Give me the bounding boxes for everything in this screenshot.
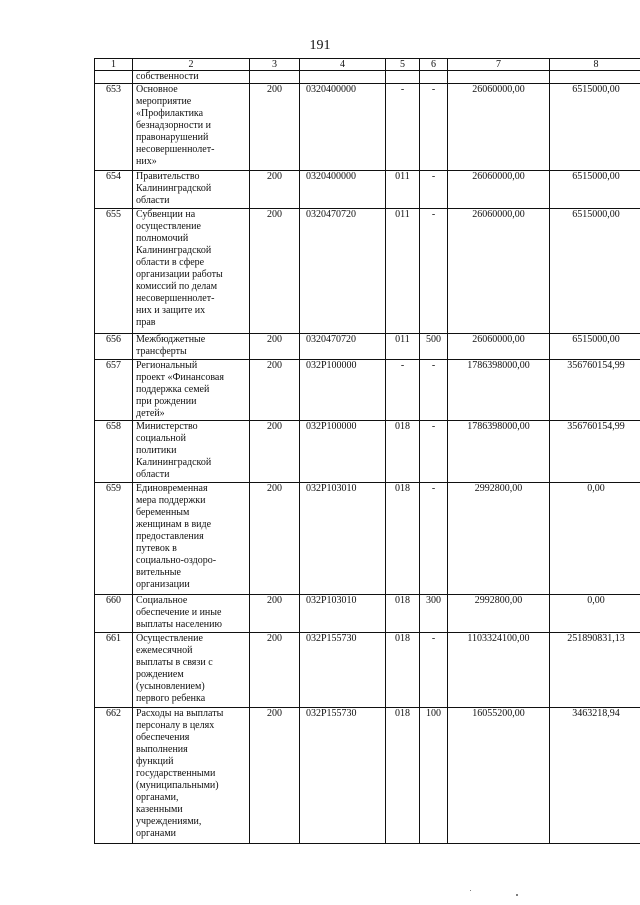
row-name-line: социально-оздоро- bbox=[136, 555, 217, 566]
row-name-line: учреждениями, bbox=[136, 816, 202, 827]
cell-amount-executed: 356760154,99 bbox=[550, 421, 640, 483]
cell-target-code: 032P100000 bbox=[300, 421, 386, 483]
cell-amount-executed: 6515000,00 bbox=[550, 171, 640, 209]
row-name-line: при рождении bbox=[136, 396, 197, 407]
cell-amount-executed: 251890831,13 bbox=[550, 633, 640, 708]
cell-target-code: 0320470720 bbox=[300, 209, 386, 334]
row-name bbox=[133, 71, 250, 84]
cell-expense-type: 100 bbox=[420, 708, 448, 844]
row-number: 654 bbox=[95, 171, 133, 209]
row-name-line: социальной bbox=[136, 433, 186, 444]
row-name-line: области в сфере bbox=[136, 257, 205, 268]
row-name-line: них и защите их bbox=[136, 305, 206, 316]
row-name-line: государственными bbox=[136, 768, 216, 779]
cell-amount-executed: 356760154,99 bbox=[550, 360, 640, 421]
row-name-line: осуществление bbox=[136, 221, 201, 232]
cell-amount-planned: 26060000,00 bbox=[448, 209, 550, 334]
cell-expense-type: - bbox=[420, 171, 448, 209]
table-row bbox=[95, 84, 640, 171]
row-name-line: ежемесячной bbox=[136, 645, 193, 656]
row-name-line: них» bbox=[136, 156, 157, 167]
column-number-header-row bbox=[95, 59, 640, 71]
cell-section-code: 200 bbox=[250, 421, 300, 483]
row-name bbox=[133, 421, 250, 483]
row-name-line: трансферты bbox=[136, 346, 187, 357]
row-name-line: выплаты в связи с bbox=[136, 657, 213, 668]
cell-amount-executed: 6515000,00 bbox=[550, 334, 640, 360]
cell-section-code: 200 bbox=[250, 360, 300, 421]
row-name-line: (усыновлением) bbox=[136, 681, 205, 692]
row-name-line: обеспечения bbox=[136, 732, 190, 743]
table-row bbox=[95, 71, 640, 84]
cell-target-code: 0320400000 bbox=[300, 171, 386, 209]
row-name-line: проект «Финансовая bbox=[136, 372, 224, 383]
row-name-line: Региональный bbox=[136, 360, 198, 371]
cell-expense-type: - bbox=[420, 209, 448, 334]
row-name-line: путевок в bbox=[136, 543, 177, 554]
cell-department-code: 018 bbox=[386, 708, 420, 844]
budget-table bbox=[94, 58, 640, 844]
cell-amount-planned: 2992800,00 bbox=[448, 483, 550, 595]
row-name bbox=[133, 334, 250, 360]
cell-amount-executed: 6515000,00 bbox=[550, 209, 640, 334]
cell-amount-executed: 0,00 bbox=[550, 483, 640, 595]
row-name-line: органами bbox=[136, 828, 177, 839]
cell-section-code: 200 bbox=[250, 209, 300, 334]
row-name-line: Калининградской bbox=[136, 457, 212, 468]
cell-target-code: 032P100000 bbox=[300, 360, 386, 421]
row-name-line: обеспечение и иные bbox=[136, 607, 222, 618]
table-row bbox=[95, 595, 640, 633]
row-name-line: рождением bbox=[136, 669, 184, 680]
row-number: 661 bbox=[95, 633, 133, 708]
table-row bbox=[95, 708, 640, 844]
cell-section-code: 200 bbox=[250, 708, 300, 844]
cell-amount-executed: 6515000,00 bbox=[550, 84, 640, 171]
row-name-line: первого ребенка bbox=[136, 693, 206, 704]
row-name-line: поддержка семей bbox=[136, 384, 210, 395]
row-name-line: Единовременная bbox=[136, 483, 208, 494]
cell-section-code: 200 bbox=[250, 334, 300, 360]
row-name bbox=[133, 209, 250, 334]
row-name-line: организации работы bbox=[136, 269, 223, 280]
cell-amount-planned: 1103324100,00 bbox=[448, 633, 550, 708]
cell-expense-type: - bbox=[420, 84, 448, 171]
row-name-line: организации bbox=[136, 579, 190, 590]
row-name-line: мера поддержки bbox=[136, 495, 206, 506]
cell-amount-planned bbox=[448, 71, 550, 84]
cell-target-code bbox=[300, 71, 386, 84]
row-name-line: детей» bbox=[136, 408, 165, 419]
cell-amount-planned: 26060000,00 bbox=[448, 171, 550, 209]
cell-section-code bbox=[250, 71, 300, 84]
column-header: 6 bbox=[420, 59, 448, 71]
row-number: 659 bbox=[95, 483, 133, 595]
cell-expense-type: - bbox=[420, 421, 448, 483]
table-row bbox=[95, 483, 640, 595]
row-name-line: комиссий по делам bbox=[136, 281, 218, 292]
row-name-line: Субвенции на bbox=[136, 209, 196, 220]
cell-target-code: 032P155730 bbox=[300, 708, 386, 844]
row-name-line: прав bbox=[136, 317, 156, 328]
column-header: 3 bbox=[250, 59, 300, 71]
row-name bbox=[133, 595, 250, 633]
cell-amount-executed bbox=[550, 71, 640, 84]
row-number: 658 bbox=[95, 421, 133, 483]
row-name bbox=[133, 483, 250, 595]
cell-target-code: 0320400000 bbox=[300, 84, 386, 171]
row-number: 655 bbox=[95, 209, 133, 334]
row-name bbox=[133, 708, 250, 844]
row-name-line: безнадзорности и bbox=[136, 120, 211, 131]
row-name bbox=[133, 84, 250, 171]
column-header: 1 bbox=[95, 59, 133, 71]
cell-section-code: 200 bbox=[250, 483, 300, 595]
table-row bbox=[95, 209, 640, 334]
row-name bbox=[133, 633, 250, 708]
row-name-line: несовершеннолет- bbox=[136, 144, 215, 155]
row-name-line: Калининградской bbox=[136, 245, 212, 256]
row-name-line: собственности bbox=[136, 71, 199, 82]
cell-department-code: 011 bbox=[386, 209, 420, 334]
row-name-line: (муниципальными) bbox=[136, 780, 219, 791]
column-header: 4 bbox=[300, 59, 386, 71]
row-number: 662 bbox=[95, 708, 133, 844]
cell-expense-type: 300 bbox=[420, 595, 448, 633]
cell-department-code: 018 bbox=[386, 483, 420, 595]
row-number: 657 bbox=[95, 360, 133, 421]
row-name bbox=[133, 171, 250, 209]
cell-target-code: 032P103010 bbox=[300, 595, 386, 633]
cell-section-code: 200 bbox=[250, 84, 300, 171]
table-row bbox=[95, 171, 640, 209]
cell-amount-planned: 2992800,00 bbox=[448, 595, 550, 633]
cell-expense-type bbox=[420, 71, 448, 84]
cell-amount-planned: 1786398000,00 bbox=[448, 360, 550, 421]
cell-department-code: 018 bbox=[386, 633, 420, 708]
row-number: 656 bbox=[95, 334, 133, 360]
row-number: 660 bbox=[95, 595, 133, 633]
cell-target-code: 0320470720 bbox=[300, 334, 386, 360]
row-name-line: Социальное bbox=[136, 595, 188, 606]
table-row bbox=[95, 633, 640, 708]
column-header: 7 bbox=[448, 59, 550, 71]
column-header: 8 bbox=[550, 59, 640, 71]
scan-speck bbox=[516, 894, 518, 896]
row-name-line: несовершеннолет- bbox=[136, 293, 215, 304]
row-number bbox=[95, 71, 133, 84]
row-name-line: Расходы на выплаты bbox=[136, 708, 224, 719]
row-name-line: Осуществление bbox=[136, 633, 203, 644]
row-name-line: вительные bbox=[136, 567, 181, 578]
row-name-line: органами, bbox=[136, 792, 179, 803]
cell-amount-executed: 0,00 bbox=[550, 595, 640, 633]
row-name-line: Калининградской bbox=[136, 183, 212, 194]
row-name-line: беременным bbox=[136, 507, 190, 518]
row-name-line: выполнения bbox=[136, 744, 188, 755]
row-name-line: женщинам в виде bbox=[136, 519, 212, 530]
table-row bbox=[95, 421, 640, 483]
column-header: 5 bbox=[386, 59, 420, 71]
row-name-line: мероприятие bbox=[136, 96, 192, 107]
cell-section-code: 200 bbox=[250, 171, 300, 209]
row-name-line: «Профилактика bbox=[136, 108, 204, 119]
column-header: 2 bbox=[133, 59, 250, 71]
cell-expense-type: - bbox=[420, 483, 448, 595]
cell-expense-type: - bbox=[420, 360, 448, 421]
row-name-line: политики bbox=[136, 445, 177, 456]
cell-amount-planned: 26060000,00 bbox=[448, 334, 550, 360]
row-name-line: полномочий bbox=[136, 233, 189, 244]
cell-target-code: 032P103010 bbox=[300, 483, 386, 595]
cell-department-code: - bbox=[386, 84, 420, 171]
cell-department-code bbox=[386, 71, 420, 84]
table-row bbox=[95, 360, 640, 421]
cell-department-code: 011 bbox=[386, 334, 420, 360]
row-name-line: Правительство bbox=[136, 171, 200, 182]
row-name-line: функций bbox=[136, 756, 174, 767]
cell-department-code: 018 bbox=[386, 421, 420, 483]
cell-amount-executed: 3463218,94 bbox=[550, 708, 640, 844]
cell-section-code: 200 bbox=[250, 633, 300, 708]
cell-section-code: 200 bbox=[250, 595, 300, 633]
cell-department-code: 018 bbox=[386, 595, 420, 633]
row-name-line: Межбюджетные bbox=[136, 334, 206, 345]
table-row bbox=[95, 334, 640, 360]
row-number: 653 bbox=[95, 84, 133, 171]
cell-expense-type: - bbox=[420, 633, 448, 708]
cell-target-code: 032P155730 bbox=[300, 633, 386, 708]
cell-department-code: - bbox=[386, 360, 420, 421]
row-name-line: выплаты населению bbox=[136, 619, 222, 630]
row-name-line: персоналу в целях bbox=[136, 720, 215, 731]
row-name-line: казенными bbox=[136, 804, 183, 815]
row-name-line: Основное bbox=[136, 84, 178, 95]
row-name-line: Министерство bbox=[136, 421, 198, 432]
row-name-line: предоставления bbox=[136, 531, 204, 542]
cell-department-code: 011 bbox=[386, 171, 420, 209]
cell-amount-planned: 16055200,00 bbox=[448, 708, 550, 844]
cell-amount-planned: 1786398000,00 bbox=[448, 421, 550, 483]
page-number: 191 bbox=[309, 38, 331, 53]
scan-speck bbox=[470, 890, 471, 891]
row-name-line: области bbox=[136, 195, 170, 206]
cell-amount-planned: 26060000,00 bbox=[448, 84, 550, 171]
cell-expense-type: 500 bbox=[420, 334, 448, 360]
row-name-line: правонарушений bbox=[136, 132, 209, 143]
row-name-line: области bbox=[136, 469, 170, 480]
row-name bbox=[133, 360, 250, 421]
